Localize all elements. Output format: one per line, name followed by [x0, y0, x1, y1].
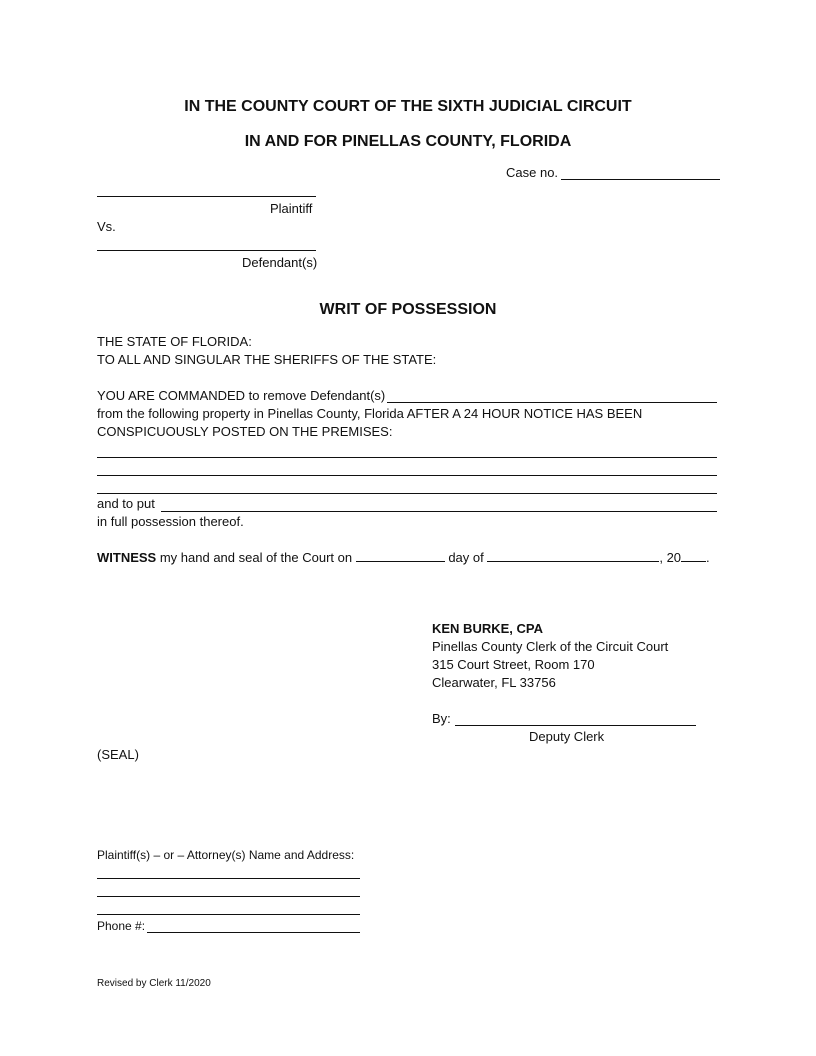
seal-label: (SEAL) [97, 747, 139, 762]
defendant-label: Defendant(s) [242, 255, 318, 270]
witness-bold: WITNESS [97, 550, 157, 565]
attorney-address-line2[interactable] [97, 896, 360, 897]
deputy-clerk-label: Deputy Clerk [529, 729, 605, 744]
witness-text2: day of [444, 550, 488, 565]
witness-text3: , 20 [659, 550, 682, 565]
versus-label: Vs. [97, 219, 116, 234]
witness-day-field[interactable] [356, 549, 445, 562]
court-heading-line1: IN THE COUNTY COURT OF THE SIXTH JUDICIAL CIRCUIT [184, 98, 632, 115]
witness-text1: my hand and seal of the Court on [156, 550, 356, 565]
address-line1: THE STATE OF FLORIDA: [97, 334, 252, 349]
defendant-name-field[interactable] [97, 250, 316, 251]
plaintiff-possession-field[interactable] [161, 511, 717, 512]
command-line1: YOU ARE COMMANDED to remove Defendant(s) [97, 388, 389, 403]
case-number-label: Case no. [506, 165, 562, 180]
phone-field[interactable] [147, 932, 360, 933]
witness-text4: . [706, 550, 710, 565]
address-line2: TO ALL AND SINGULAR THE SHERIFFS OF THE STATE: [97, 352, 437, 367]
attorney-address-line1[interactable] [97, 878, 360, 879]
case-number-field[interactable] [561, 179, 720, 180]
phone-label: Phone #: [97, 919, 149, 933]
clerk-title: Pinellas County Clerk of the Circuit Court [432, 639, 669, 654]
property-description-line1[interactable] [97, 457, 717, 458]
attorney-address-line3[interactable] [97, 914, 360, 915]
clerk-city: Clearwater, FL 33756 [432, 675, 556, 690]
possession-text: in full possession thereof. [97, 514, 244, 529]
court-heading-line2: IN AND FOR PINELLAS COUNTY, FLORIDA [244, 133, 572, 150]
witness-year-field[interactable] [681, 549, 706, 562]
command-line2: from the following property in Pinellas County, Florida AFTER A 24 HOUR NOTICE HAS BEEN [97, 406, 643, 421]
put-in-possession-label: and to put [97, 496, 159, 511]
command-line3: CONSPICUOUSLY POSTED ON THE PREMISES: [97, 424, 393, 439]
plaintiff-label: Plaintiff [270, 201, 313, 216]
property-description-line2[interactable] [97, 475, 717, 476]
attorney-label: Plaintiff(s) – or – Attorney(s) Name and Address: [97, 848, 355, 862]
deputy-clerk-signature-field[interactable] [455, 725, 696, 726]
witness-month-field[interactable] [487, 549, 659, 562]
revision-footer: Revised by Clerk 11/2020 [97, 978, 211, 989]
clerk-name: KEN BURKE, CPA [432, 621, 543, 636]
by-label: By: [432, 711, 455, 726]
document-title: WRIT OF POSSESSION [319, 301, 497, 318]
property-description-line3[interactable] [97, 493, 717, 494]
witness-line [97, 549, 710, 567]
plaintiff-name-field[interactable] [97, 196, 316, 197]
defendant-remove-field[interactable] [387, 402, 717, 403]
clerk-street: 315 Court Street, Room 170 [432, 657, 595, 672]
